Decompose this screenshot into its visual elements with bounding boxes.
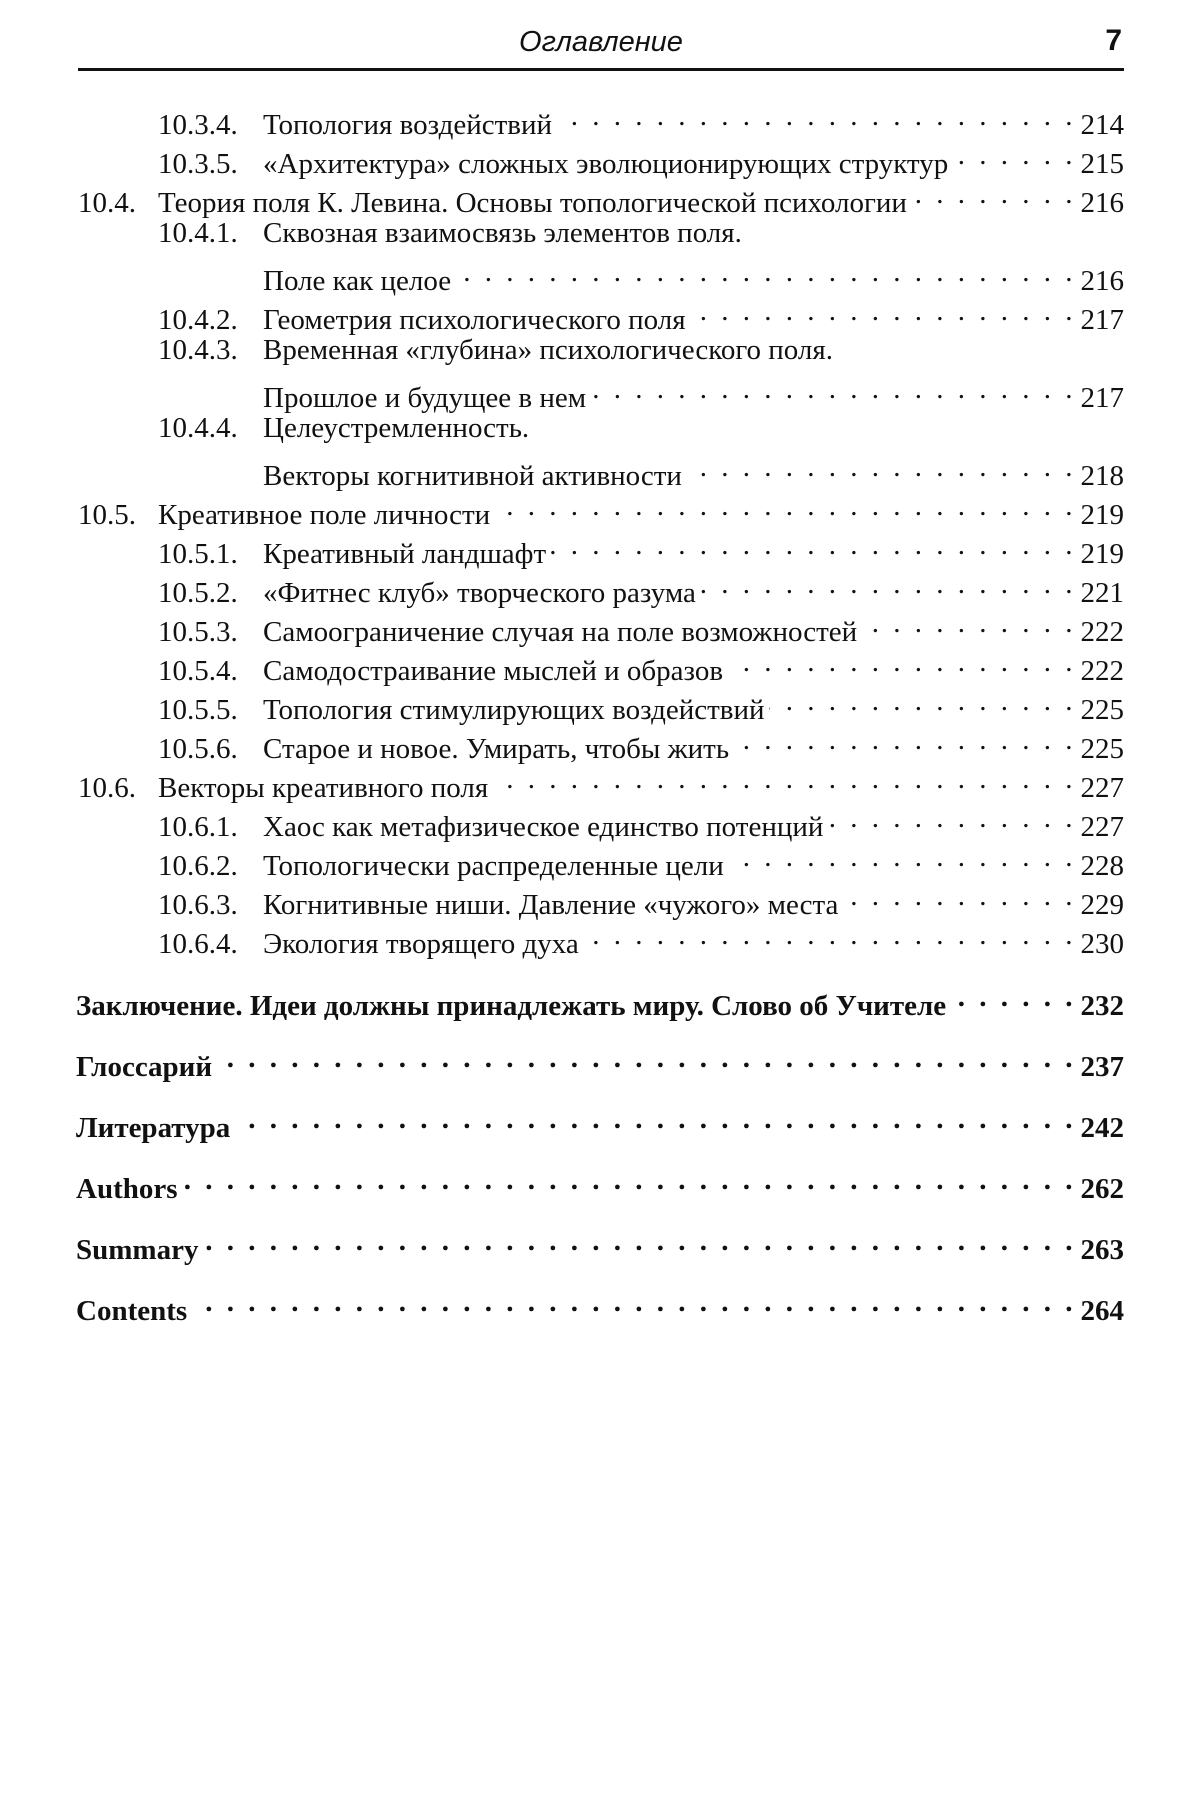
entry-page: 216 [1080,187,1124,219]
entry-page: 217 [1080,304,1124,336]
entry-title: «Архитектура» сложных эволюционирующих структур [263,148,949,180]
entry-number: 10.5.3. [158,616,238,648]
leader-dots [455,254,1076,290]
entry-page: 230 [1080,928,1124,960]
entry-page: 262 [1080,1173,1124,1205]
entry-title: Литература [76,1112,231,1144]
entry-title: Summary [76,1234,199,1266]
entry-title: Самоограничение случая на поле возможностей [263,616,858,648]
toc-entry[interactable] [158,605,1124,648]
entry-title: Когнитивные ниши. Давление «чужого» места [263,889,839,921]
entry-number: 10.5. [78,499,136,531]
entry-page: 227 [1080,772,1124,804]
leader-dots [842,878,1076,914]
entry-title: Старое и новое. Умирать, чтобы жить [263,733,730,765]
leader-dots [556,98,1076,134]
entry-page: 263 [1080,1234,1124,1266]
leader-dots [769,683,1076,719]
toc-entry-line2[interactable] [263,449,1124,492]
toc-entry[interactable] [158,839,1124,882]
toc-entry-glossary[interactable] [76,1040,1124,1083]
toc-entry[interactable] [158,293,1124,336]
entry-number: 10.5.2. [158,577,238,609]
entry-title-line2: Прошлое и будущее в нем [263,382,587,414]
toc-entry[interactable] [158,800,1124,843]
entry-page: 225 [1080,733,1124,765]
entry-page: 222 [1080,616,1124,648]
entry-title: Экология творящего духа [263,928,579,960]
leader-dots [191,1284,1076,1320]
toc-entry-line2[interactable] [263,371,1124,414]
leader-dots [690,293,1076,329]
toc-entry[interactable] [78,488,1124,531]
header-title: Оглавление [519,26,683,58]
entry-page: 227 [1080,811,1124,843]
entry-title: Contents [76,1295,188,1327]
entry-title: Топология воздействий [263,109,552,141]
entry-page: 242 [1080,1112,1124,1144]
entry-number: 10.6.1. [158,811,238,843]
entry-number: 10.5.4. [158,655,238,687]
entry-page: 219 [1080,499,1124,531]
entry-title: Заключение. Идеи должны принадлежать миру. Слово об Учителе [76,990,947,1022]
leader-dots [827,800,1076,836]
entry-page: 215 [1080,148,1124,180]
toc-entry[interactable] [158,566,1124,609]
entry-title: Глоссарий [76,1051,213,1083]
entry-title: Векторы креативного поля [158,772,489,804]
toc-entry[interactable] [78,176,1124,219]
entry-number: 10.3.4. [158,109,238,141]
entry-title: Хаос как метафизическое единство потенций [263,811,824,843]
toc-entry-line1[interactable] [158,215,742,251]
entry-number: 10.5.5. [158,694,238,726]
entry-title: Креативное поле личности [158,499,491,531]
toc-entry-contents[interactable] [76,1284,1124,1327]
entry-title: Креативный ландшафт [263,538,547,570]
entry-page: 218 [1080,460,1124,492]
leader-dots [550,527,1076,563]
entry-title: «Фитнес клуб» творческого разума [263,577,696,609]
leader-dots [492,761,1076,797]
entry-title-line2: Поле как целое [263,265,452,297]
entry-title: Геометрия психологического поля [263,304,686,336]
entry-number: 10.6.2. [158,850,238,882]
toc-entry[interactable] [158,917,1124,960]
toc-entry[interactable] [158,722,1124,765]
entry-title: Теория поля К. Левина. Основы топологической психологии [158,187,907,219]
entry-number: 10.4. [78,187,136,219]
leader-dots [202,1223,1076,1259]
toc-entry[interactable] [158,878,1124,921]
entry-title-line1: Целеустремленность. [263,412,530,444]
entry-page: 229 [1080,889,1124,921]
entry-number: 10.5.6. [158,733,238,765]
leader-dots [950,979,1076,1015]
toc-entry-line1[interactable] [158,332,833,368]
leader-dots [733,722,1076,758]
entry-page: 225 [1080,694,1124,726]
entry-title-line2: Векторы когнитивной активности [263,460,682,492]
leader-dots [700,566,1076,602]
entry-page: 221 [1080,577,1124,609]
toc-entry[interactable] [158,137,1124,180]
entry-number: 10.6.3. [158,889,238,921]
leader-dots [686,449,1076,485]
toc-entry[interactable] [158,683,1124,726]
entry-number: 10.5.1. [158,538,238,570]
leader-dots [952,137,1076,173]
leader-dots [590,371,1076,407]
entry-page: 219 [1080,538,1124,570]
leader-dots [234,1101,1076,1137]
entry-title: Топологически распределенные цели [263,850,724,882]
entry-title-line1: Сквозная взаимосвязь элементов поля. [263,217,742,249]
entry-number: 10.6.4. [158,928,238,960]
leader-dots [583,917,1076,953]
entry-title: Самодостраивание мыслей и образов [263,655,724,687]
toc-entry-line1[interactable] [158,410,529,446]
entry-page: 237 [1080,1051,1124,1083]
entry-title-line1: Временная «глубина» психологического поля. [263,334,833,366]
toc-entry[interactable] [78,761,1124,804]
toc-entry-conclusion[interactable] [76,979,1124,1022]
entry-title: Топология стимулирующих воздействий [263,694,765,726]
entry-number: 10.4.1. [158,217,238,249]
toc-entry-authors[interactable] [76,1162,1124,1205]
toc-entry-literature[interactable] [76,1101,1124,1144]
entry-page: 217 [1080,382,1124,414]
leader-dots [494,488,1076,524]
entry-number: 10.6. [78,772,136,804]
entry-page: 222 [1080,655,1124,687]
toc-entry-line2[interactable] [263,254,1124,297]
entry-number: 10.4.2. [158,304,238,336]
entry-number: 10.4.3. [158,334,238,366]
entry-page: 216 [1080,265,1124,297]
entry-number: 10.4.4. [158,412,238,444]
entry-page: 232 [1080,990,1124,1022]
leader-dots [911,176,1076,212]
entry-title: Authors [76,1173,178,1205]
entry-page: 264 [1080,1295,1124,1327]
entry-page: 214 [1080,109,1124,141]
leader-dots [182,1162,1076,1198]
leader-dots [861,605,1076,641]
header-page-number: 7 [1105,24,1122,57]
entry-page: 228 [1080,850,1124,882]
toc-entry-summary[interactable] [76,1223,1124,1266]
leader-dots [727,644,1076,680]
entry-number: 10.3.5. [158,148,238,180]
toc-entry[interactable] [158,527,1124,570]
leader-dots [728,839,1076,875]
toc-entry[interactable] [158,644,1124,687]
toc-entry[interactable] [158,98,1124,141]
leader-dots [216,1040,1076,1076]
